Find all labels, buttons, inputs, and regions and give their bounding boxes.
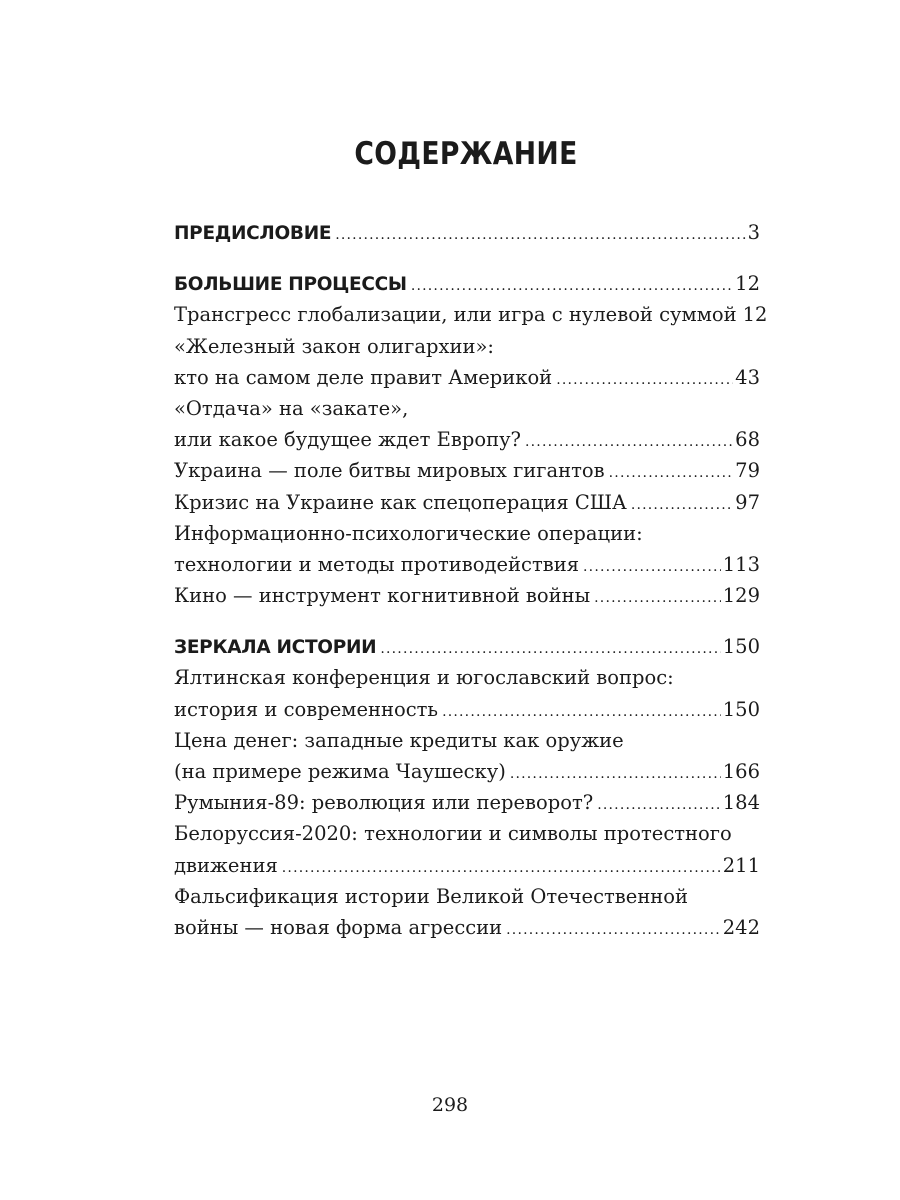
toc-entry-text: (на примере режима Чаушеску)	[174, 760, 506, 783]
toc-entry	[174, 662, 760, 724]
toc-entry-text: Трансгресс глобализации, или игра с нулевой суммой	[174, 303, 737, 327]
toc-heading-text: ЗЕРКАЛА ИСТОРИИ	[174, 637, 377, 659]
toc-section-heading	[174, 631, 760, 662]
toc-entry-line	[174, 662, 760, 693]
toc-entry-text: Украина — поле битвы мировых гигантов	[174, 459, 605, 483]
toc-entry-text: Фальсификация истории Великой Отечественной	[174, 884, 689, 908]
dot-leader	[597, 790, 721, 821]
toc-entry	[174, 331, 760, 393]
toc-entry-line	[174, 756, 760, 787]
dot-leader	[380, 634, 720, 665]
toc-entry	[174, 725, 760, 787]
dot-leader	[442, 697, 721, 728]
toc-entry-text: история и современность	[174, 697, 439, 721]
toc-entry	[174, 455, 760, 486]
dot-leader	[282, 853, 721, 884]
dot-leader	[335, 220, 745, 251]
toc-entry-line	[174, 912, 760, 943]
toc-heading-text: ПРЕДИСЛОВИЕ	[174, 223, 332, 244]
toc-title: СОДЕРЖАНИЕ	[354, 136, 578, 172]
toc-entry	[174, 818, 760, 880]
toc-section	[174, 268, 768, 611]
toc-entry-text: Ялтинская конференция и югославский вопрос:	[174, 666, 674, 690]
toc-entry-text: технологии и методы противодействия	[174, 552, 580, 576]
toc-page-number: 3	[747, 221, 760, 244]
toc-page-number: 184	[722, 791, 760, 815]
toc-entry-text: Белоруссия-2020: технологии и символы протестного	[174, 822, 732, 846]
toc-page-number: 12	[735, 272, 760, 296]
toc-entry-line	[174, 694, 760, 725]
toc-entry-text: кто на самом деле правит Америкой	[174, 365, 553, 389]
toc-entry-text: «Отдача» на «закате»,	[174, 396, 409, 420]
toc-page-number: 242	[722, 915, 760, 939]
toc-page-number: 68	[735, 428, 760, 452]
toc-section	[174, 217, 760, 248]
toc-page-number: 129	[722, 584, 760, 608]
dot-leader	[506, 915, 721, 946]
toc-entry-line	[174, 549, 760, 580]
dot-leader	[609, 458, 734, 489]
toc-entry	[174, 518, 760, 580]
dot-leader	[594, 583, 721, 614]
toc-entry	[174, 487, 760, 518]
toc-entry	[174, 299, 768, 330]
toc-entry-line	[174, 424, 760, 455]
toc-entry-text: движения	[174, 853, 278, 877]
toc-entry-text: или какое будущее ждет Европу?	[174, 428, 521, 452]
toc-entry-line	[174, 362, 760, 393]
toc-entry-line	[174, 850, 760, 881]
toc-entry-line	[174, 580, 760, 611]
toc-entry-line	[174, 487, 760, 518]
toc-section-heading	[174, 217, 760, 248]
toc-section-heading	[174, 268, 760, 299]
dot-leader	[556, 365, 733, 396]
dot-leader	[525, 427, 733, 458]
toc-entry-text: «Железный закон олигархии»:	[174, 334, 494, 358]
toc-entry-line	[174, 455, 760, 486]
toc-section	[174, 631, 760, 943]
toc-page-number: 12	[742, 303, 768, 327]
dot-leader	[510, 759, 721, 790]
toc-page-number: 211	[722, 853, 760, 877]
page-number: 298	[431, 1094, 469, 1116]
toc-entry-line	[174, 518, 760, 549]
toc-page-number: 150	[722, 697, 760, 721]
toc-page-number: 150	[722, 635, 760, 659]
toc-entry	[174, 580, 760, 611]
table-of-contents	[174, 217, 768, 943]
toc-page-number: 166	[722, 760, 760, 783]
toc-entry-text: Кризис на Украине как спецоперация США	[174, 490, 627, 514]
dot-leader	[411, 271, 733, 302]
toc-entry	[174, 881, 760, 943]
toc-entry-text: Цена денег: западные кредиты как оружие	[174, 728, 624, 752]
toc-entry-text: Кино — инструмент когнитивной войны	[174, 584, 591, 608]
toc-entry-text: войны — новая форма агрессии	[174, 915, 503, 939]
toc-entry-line	[174, 787, 760, 818]
toc-entry-line	[174, 818, 760, 849]
toc-heading-text: БОЛЬШИЕ ПРОЦЕССЫ	[174, 274, 407, 296]
toc-page-number: 43	[735, 365, 760, 389]
toc-entry	[174, 393, 760, 455]
toc-entry	[174, 787, 760, 818]
dot-leader	[583, 552, 721, 583]
dot-leader	[631, 490, 733, 521]
toc-entry-line	[174, 881, 760, 912]
toc-entry-line	[174, 725, 760, 756]
toc-page-number: 97	[735, 490, 760, 514]
toc-entry-text: Румыния-89: революция или переворот?	[174, 791, 594, 815]
toc-page-number: 79	[735, 459, 760, 483]
toc-entry-line	[174, 393, 760, 424]
toc-page-number: 113	[722, 552, 760, 576]
toc-entry-line	[174, 299, 768, 330]
toc-entry-line	[174, 331, 760, 362]
toc-entry-text: Информационно-психологические операции:	[174, 521, 643, 545]
